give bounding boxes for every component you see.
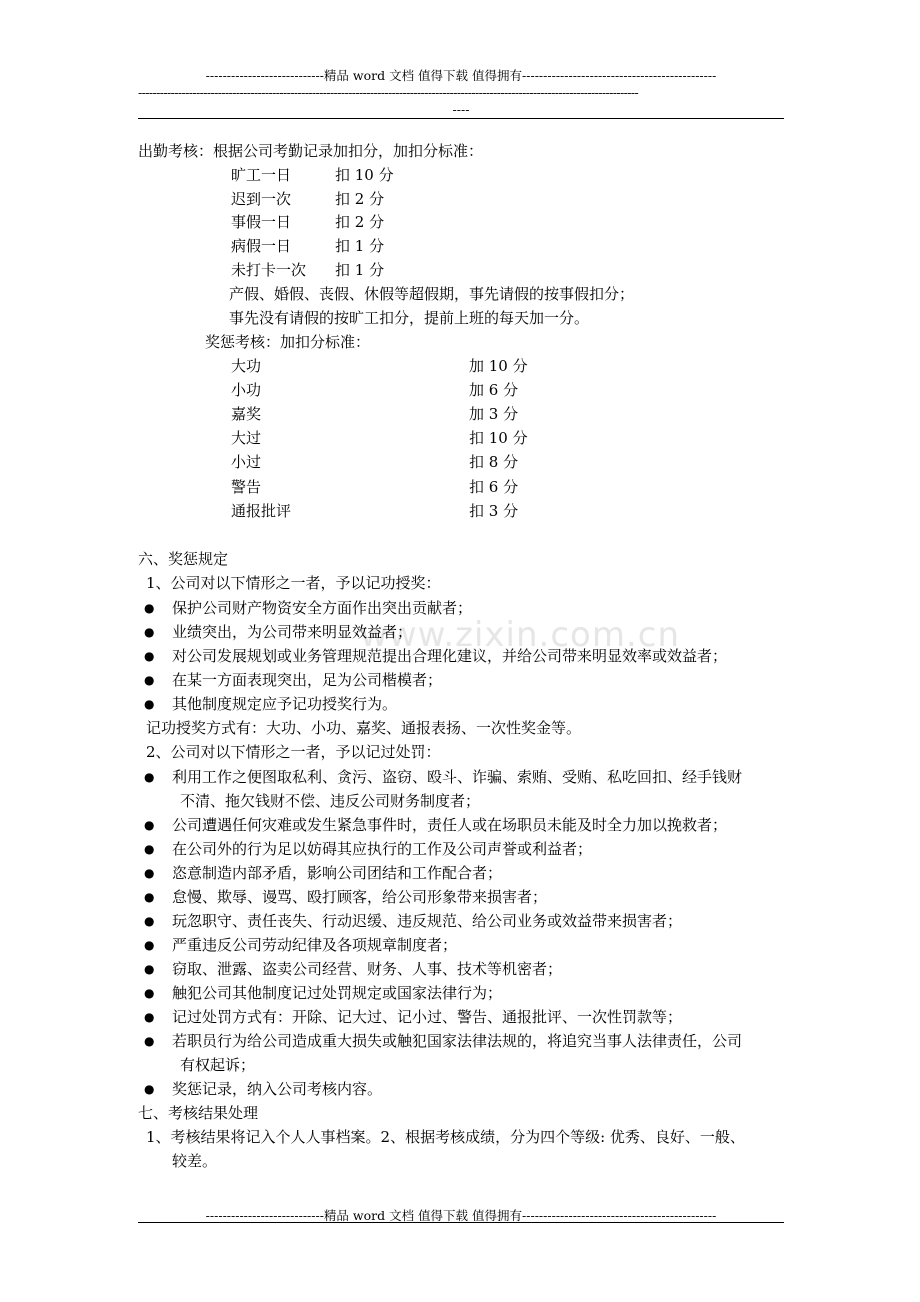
attendance-item: 病假一日: [231, 237, 292, 255]
list-item: 保护公司财产物资安全方面作出突出贡献者；: [172, 599, 473, 617]
attendance-score: 扣 1 分: [335, 237, 385, 255]
attendance-score: 扣 1 分: [335, 261, 385, 279]
attendance-score: 扣 10 分: [335, 166, 394, 184]
paragraph: 2、公司对以下情形之一者，予以记过处罚：: [146, 743, 441, 761]
list-item: 在公司外的行为足以妨碍其应执行的工作及公司声誉或利益者；: [172, 840, 593, 858]
reward-score: 加 3 分: [469, 405, 519, 423]
bullet-icon: ●: [144, 1010, 155, 1024]
reward-score: 扣 3 分: [469, 502, 519, 520]
header-rule: [138, 118, 784, 119]
paragraph: 记功授奖方式有：大功、小功、嘉奖、通报表扬、一次性奖金等。: [146, 719, 582, 737]
reward-item: 通报批评: [231, 502, 292, 520]
bullet-icon: ●: [144, 890, 155, 904]
bullet-icon: ●: [144, 625, 155, 639]
bullet-icon: ●: [144, 1034, 155, 1048]
reward-score: 加 10 分: [469, 357, 528, 375]
list-item: 窃取、泄露、盗卖公司经营、财务、人事、技术等机密者；: [172, 960, 563, 978]
reward-score: 加 6 分: [469, 381, 519, 399]
attendance-note: 产假、婚假、丧假、休假等超假期，事先请假的按事假扣分；: [229, 285, 635, 303]
reward-score: 扣 8 分: [469, 453, 519, 471]
attendance-item: 未打卡一次: [231, 261, 307, 279]
list-item: 记过处罚方式有：开除、记大过、记小过、警告、通报批评、一次性罚款等；: [172, 1008, 683, 1026]
header-dash-line: ------------------------------------------------------------------------------------------------------------------------------------------: [138, 85, 639, 100]
bullet-icon: ●: [144, 986, 155, 1000]
list-item: 在某一方面表现突出，足为公司楷模者；: [172, 671, 443, 689]
list-item: 恣意制造内部矛盾，影响公司团结和工作配合者；: [172, 864, 503, 882]
list-item-continuation: 有权起诉；: [180, 1056, 256, 1074]
list-item: 玩忽职守、责任丧失、行动迟缓、违反规范、给公司业务或效益带来损害者；: [172, 912, 683, 930]
attendance-item: 事假一日: [231, 213, 292, 231]
bullet-icon: ●: [144, 770, 155, 784]
attendance-score: 扣 2 分: [335, 190, 385, 208]
attendance-title: 出勤考核：根据公司考勤记录加扣分，加扣分标准：: [138, 142, 484, 160]
list-item: 若职员行为给公司造成重大损失或触犯国家法律法规的，将追究当事人法律责任，公司: [172, 1032, 743, 1050]
list-item: 公司遭遇任何灾难或发生紧急事件时，责任人或在场职员未能及时全力加以挽救者；: [172, 816, 728, 834]
reward-item: 小过: [231, 453, 262, 471]
bullet-icon: ●: [144, 866, 155, 880]
footer-banner: ----------------------------精品 word 文档 值得下载 值得拥有----------------------------------------------: [205, 1208, 717, 1223]
list-item: 业绩突出，为公司带来明显效益者；: [172, 623, 413, 641]
list-item: 奖惩记录，纳入公司考核内容。: [172, 1080, 383, 1098]
watermark: www.zixin.com.cn: [360, 615, 680, 655]
bullet-icon: ●: [144, 938, 155, 952]
list-item: 严重违反公司劳动纪律及各项规章制度者；: [172, 936, 458, 954]
attendance-score: 扣 2 分: [335, 213, 385, 231]
bullet-icon: ●: [144, 1082, 155, 1096]
paragraph-continuation: 较差。: [172, 1152, 218, 1170]
reward-item: 大过: [231, 429, 262, 447]
bullet-icon: ●: [144, 601, 155, 615]
list-item-continuation: 不清、拖欠钱财不偿、违反公司财务制度者；: [180, 792, 481, 810]
list-item: 对公司发展规划或业务管理规范提出合理化建议，并给公司带来明显效率或效益者；: [172, 647, 728, 665]
section-heading: 七、考核结果处理: [138, 1104, 259, 1122]
footer-rule: [138, 1222, 784, 1223]
bullet-icon: ●: [144, 914, 155, 928]
paragraph: 1、公司对以下情形之一者，予以记功授奖：: [146, 574, 441, 592]
reward-score: 扣 6 分: [469, 478, 519, 496]
header-banner: ----------------------------精品 word 文档 值得下载 值得拥有----------------------------------------------: [205, 68, 717, 83]
attendance-note: 事先没有请假的按旷工扣分，提前上班的每天加一分。: [229, 309, 590, 327]
section-heading: 六、奖惩规定: [138, 550, 229, 568]
list-item: 利用工作之便图取私利、贪污、盗窃、殴斗、诈骗、索贿、受贿、私吃回扣、经手钱财: [172, 768, 743, 786]
attendance-item: 旷工一日: [231, 166, 292, 184]
list-item: 其他制度规定应予记功授奖行为。: [172, 695, 398, 713]
bullet-icon: ●: [144, 697, 155, 711]
reward-score: 扣 10 分: [469, 429, 528, 447]
bullet-icon: ●: [144, 673, 155, 687]
reward-item: 嘉奖: [231, 405, 262, 423]
list-item: 触犯公司其他制度记过处罚规定或国家法律行为；: [172, 984, 503, 1002]
paragraph: 1、考核结果将记入个人人事档案。2、根据考核成绩，分为四个等级: 优秀、良好、一般、: [146, 1128, 745, 1146]
reward-item: 警告: [231, 478, 262, 496]
reward-item: 大功: [231, 357, 262, 375]
reward-item: 小功: [231, 381, 262, 399]
reward-title: 奖惩考核：加扣分标准：: [205, 333, 371, 351]
bullet-icon: ●: [144, 962, 155, 976]
attendance-item: 迟到一次: [231, 190, 292, 208]
header-dash-tail: ----: [452, 102, 470, 117]
list-item: 怠慢、欺辱、谩骂、殴打顾客，给公司形象带来损害者；: [172, 888, 548, 906]
bullet-icon: ●: [144, 649, 155, 663]
bullet-icon: ●: [144, 842, 155, 856]
bullet-icon: ●: [144, 818, 155, 832]
